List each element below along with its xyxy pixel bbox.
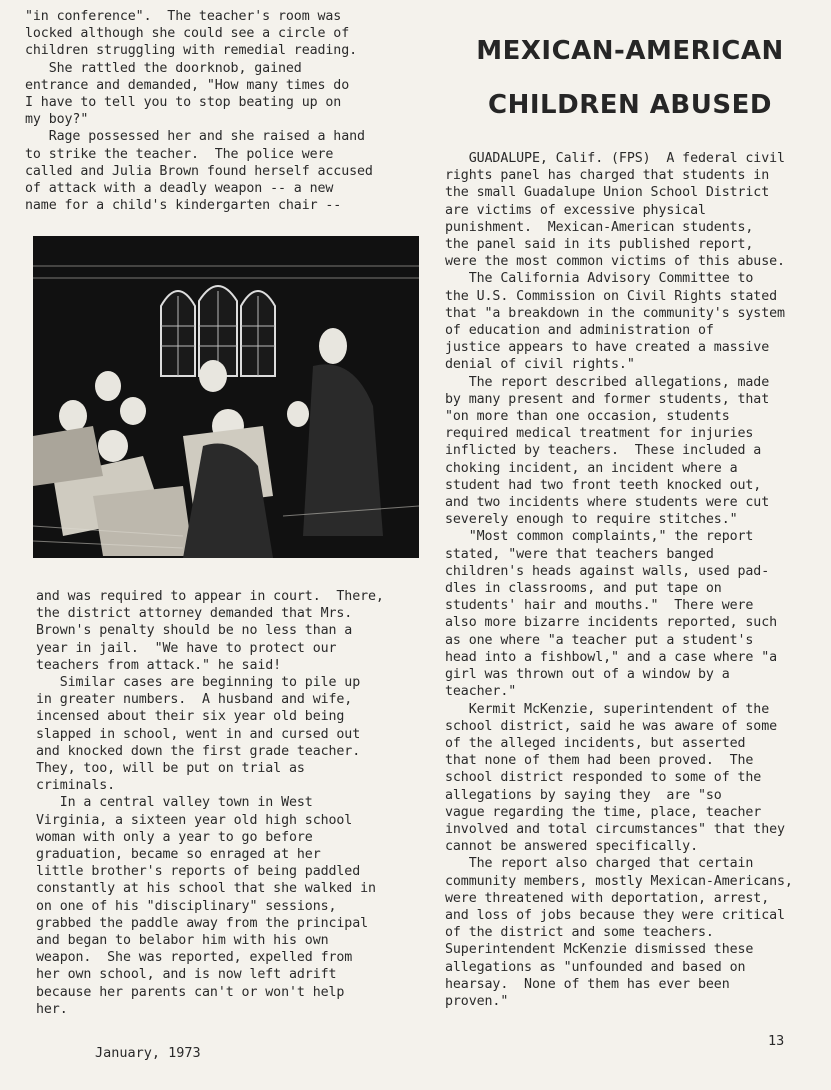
right-column-article-text: GUADALUPE, Calif. (FPS) A federal civil rights panel has charged that students in the small Guadalupe Union School District are victims of excessive physical punishment. Mexican-American students, the panel said in its published report, were the most common victims of this abuse. The California Advisory Committee to the U.S. Commission on Civil Rights stated that "a breakdown in the community's system of education and administration of justice appears to have created a massive denial of civil rights." The report described allegations, made by many present and former students, that "on more than one occasion, students required medical treatment for injuries inflicted by teachers. These included a choking incident, an incident where a student had two front teeth knocked out, and two incidents where students were cut severely enough to require stitches." "Most common complaints," the report stated, "were that teachers banged children's heads against walls, used pad- dles in classrooms, and put tape on students' hair and mouths." There were also more bizarre incidents reported, such as one where "a teacher put a student's head into a fishbowl," and a case where "a girl was thrown out of a window by a teacher." Kermit McKenzie, superintendent of the school district, said he was aware of some of the alleged incidents, but asserted that none of them had been proved. The school district responded to some of the allegations by saying they are "so vague regarding the time, place, teacher involved and total circumstances" that they cannot be answered specifically. The report also charged that certain community members, mostly Mexican-Americans, were threatened with deportation, arrest, and loss of jobs because they were critical of the district and some teachers. Superintendent McKenzie dismissed these allegations as "unfounded and based on hearsay. None of them has ever been proven." xyxy=(445,151,793,1009)
page-number: 13 xyxy=(768,1033,785,1049)
headline-line-2: CHILDREN ABUSED xyxy=(488,90,772,120)
classroom-illustration xyxy=(33,236,419,558)
left-column-bottom-text: and was required to appear in court. There, the district attorney demanded that Mrs. Brown's penalty should be no less than a year in jail. "We have to protect our teachers from attack." he said! Similar cases are beginning to pile up in greater numbers. A husband and wife, incensed about their six year old being slapped in school, went in and cursed out and knocked down the first grade teacher. They, too, will be put on trial as criminals. In a central valley town in West Virginia, a sixteen year old high school woman with only a year to go before graduation, became so enraged at her little brother's reports of being paddled constantly at his school that she walked in on one of his "disciplinary" sessions, grabbed the paddle away from the principal and began to belabor him with his own weapon. She was reported, expelled from her own school, and is now left adrift because her parents can't or won't help her. xyxy=(36,589,384,1017)
left-column-top-text: "in conference". The teacher's room was locked although she could see a circle of children struggling with remedial reading. She rattled the doorknob, gained entrance and demanded, "How many times do I have to tell you to stop beating up on my boy?" Rage possessed her and she raised a hand to strike the teacher. The police were called and Julia Brown found herself accused of attack with a deadly weapon -- a new name for a child's kindergarten chair -- xyxy=(25,9,373,214)
issue-date: January, 1973 xyxy=(95,1045,201,1061)
headline-line-1: MEXICAN-AMERICAN xyxy=(476,36,784,66)
woodcut-image xyxy=(33,236,419,558)
